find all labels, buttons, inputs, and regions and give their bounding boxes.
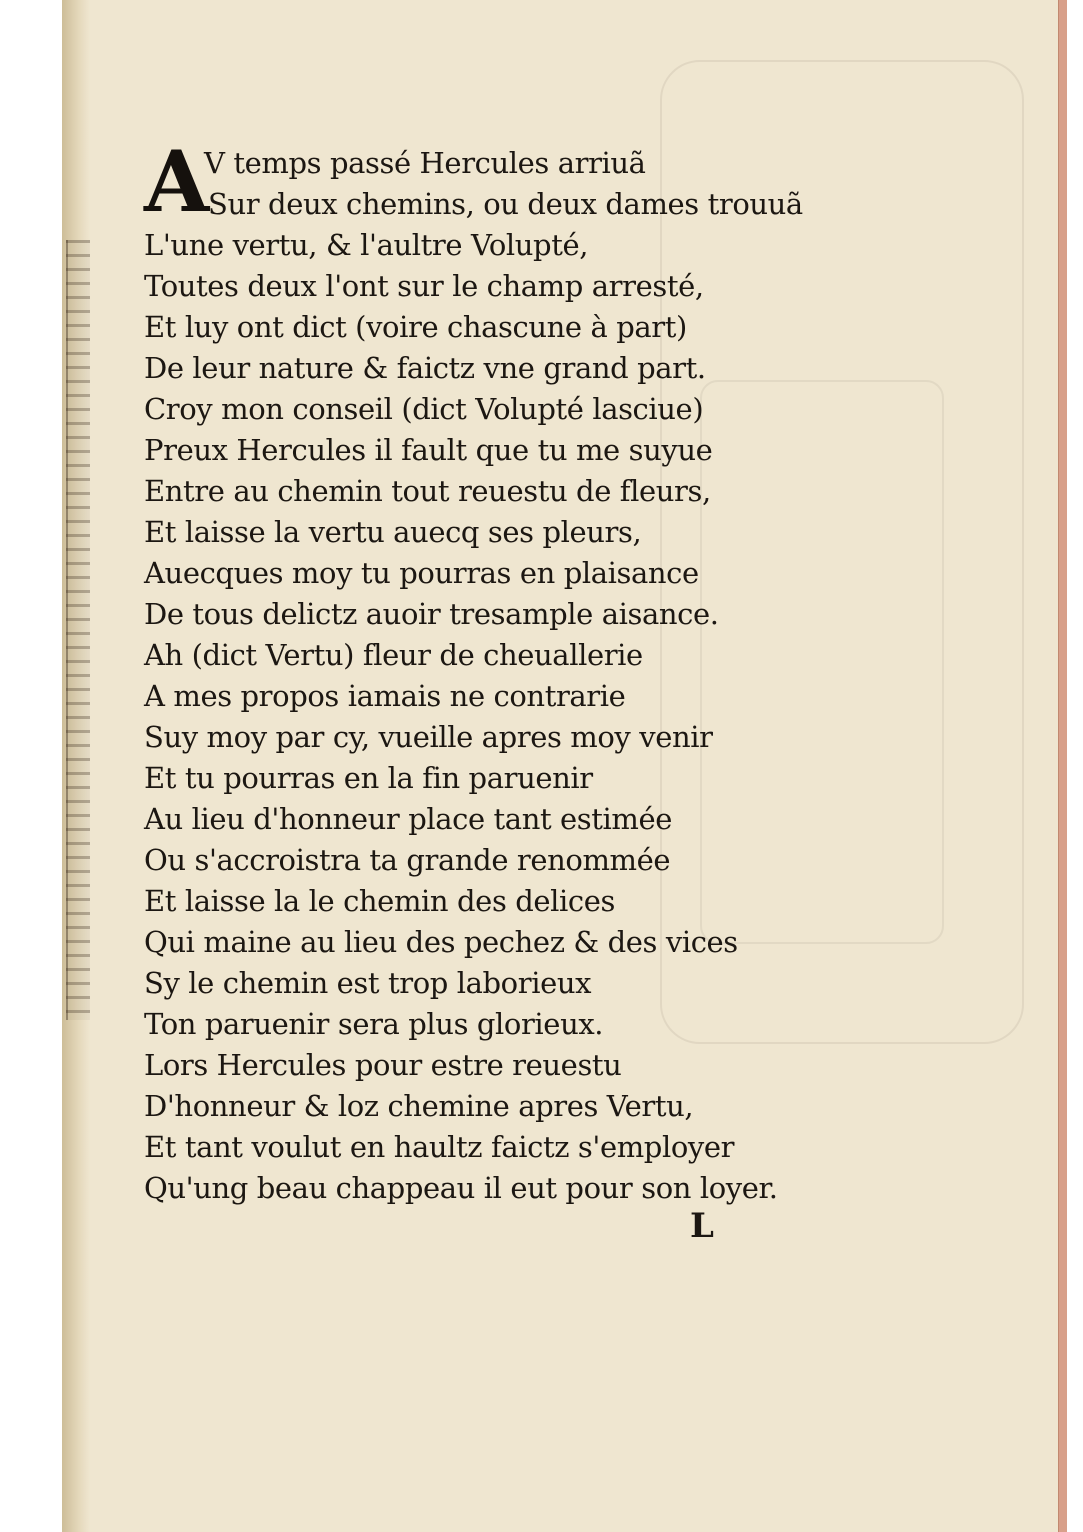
poem-line: Qui maine au lieu des pechez & des vices <box>144 925 738 959</box>
poem-line: Et laisse la vertu auecq ses pleurs, <box>144 515 642 549</box>
poem-line: Toutes deux l'ont sur le champ arresté, <box>144 269 704 303</box>
facing-page-ornament <box>66 240 90 1020</box>
poem-line: Suy moy par cy, vueille apres moy venir <box>144 720 713 754</box>
drop-cap-letter: A <box>144 132 210 231</box>
poem-line: Sy le chemin est trop laborieux <box>144 966 592 1000</box>
poem-line: Au lieu d'honneur place tant estimée <box>144 802 673 836</box>
poem-line: Et tu pourras en la fin paruenir <box>144 761 593 795</box>
poem-line: De tous delictz auoir tresample aisance. <box>144 597 719 631</box>
page-edge <box>1058 0 1067 1532</box>
signature-mark: L <box>690 1206 714 1246</box>
poem-line: Ton paruenir sera plus glorieux. <box>144 1007 604 1041</box>
poem-line: D'honneur & loz chemine apres Vertu, <box>144 1089 694 1123</box>
poem-line: Ou s'accroistra ta grande renommée <box>144 843 671 877</box>
poem-line: Preux Hercules il fault que tu me suyue <box>144 433 713 467</box>
poem-line: A mes propos iamais ne contrarie <box>144 679 626 713</box>
poem-line: V temps passé Hercules arriuã <box>204 146 646 180</box>
poem-line: Et laisse la le chemin des delices <box>144 884 616 918</box>
poem-line: Et luy ont dict (voire chascune à part) <box>144 310 687 344</box>
poem-line: Croy mon conseil (dict Volupté lasciue) <box>144 392 704 426</box>
poem-line: Et tant voulut en haultz faictz s'employer <box>144 1130 735 1164</box>
poem-line: Qu'ung beau chappeau il eut pour son loyer. <box>144 1171 778 1205</box>
poem-line: Sur deux chemins, ou deux dames trouuã <box>208 187 803 221</box>
poem-line: Lors Hercules pour estre reuestu <box>144 1048 622 1082</box>
poem-line: Ah (dict Vertu) fleur de cheuallerie <box>144 638 643 672</box>
show-through-ornament-panel <box>700 380 944 944</box>
poem-line: De leur nature & faictz vne grand part. <box>144 351 706 385</box>
poem-line: L'une vertu, & l'aultre Volupté, <box>144 228 589 262</box>
poem-line: Entre au chemin tout reuestu de fleurs, <box>144 474 711 508</box>
poem-line: Auecques moy tu pourras en plaisance <box>144 556 699 590</box>
